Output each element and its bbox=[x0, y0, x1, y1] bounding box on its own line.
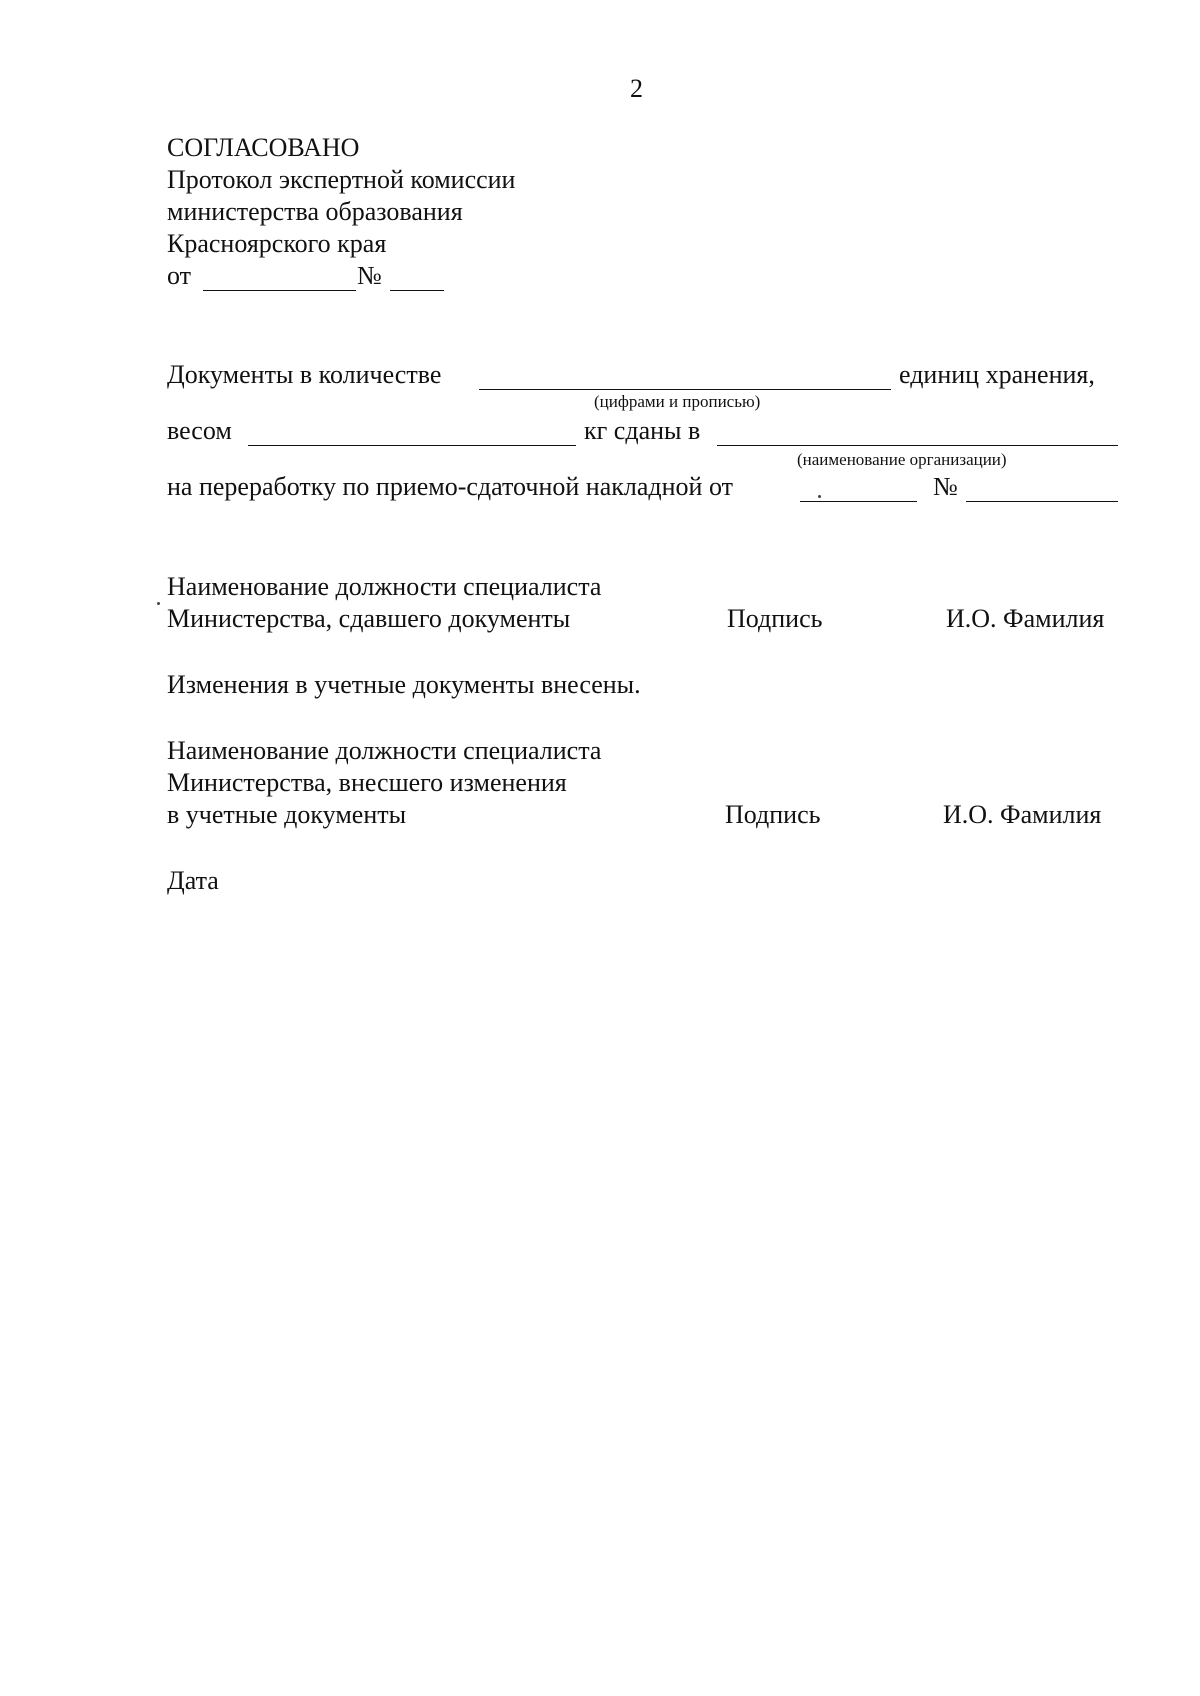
first-position-line-1: Наименование должности специалиста bbox=[167, 572, 602, 601]
weight-prefix: весом bbox=[167, 416, 232, 445]
scan-speck bbox=[818, 495, 821, 498]
second-position-line-2: Министерства, внесшего изменения bbox=[167, 768, 567, 797]
quantity-caption: (цифрами и прописью) bbox=[594, 392, 761, 411]
first-name-label: И.О. Фамилия bbox=[946, 604, 1105, 633]
approval-line-2: министерства образования bbox=[167, 197, 463, 226]
approval-heading: СОГЛАСОВАНО bbox=[167, 133, 360, 162]
weight-suffix: кг сданы в bbox=[584, 416, 701, 445]
approval-date-prefix: от bbox=[167, 261, 192, 290]
weight-blank bbox=[248, 445, 576, 446]
second-position-line-3: в учетные документы bbox=[167, 800, 407, 829]
invoice-number-blank bbox=[966, 501, 1118, 502]
changes-note: Изменения в учетные документы внесены. bbox=[167, 670, 641, 699]
second-signature-label: Подпись bbox=[725, 800, 821, 829]
second-position-line-1: Наименование должности специалиста bbox=[167, 736, 602, 765]
approval-date-blank bbox=[203, 290, 356, 291]
scan-speck bbox=[157, 602, 160, 605]
invoice-number-sign: № bbox=[933, 472, 958, 501]
approval-number-sign: № bbox=[357, 261, 382, 290]
approval-line-3: Красноярского края bbox=[167, 229, 387, 258]
invoice-text: на переработку по приемо-сдаточной накладной от bbox=[167, 472, 733, 501]
date-label: Дата bbox=[167, 866, 219, 895]
invoice-date-blank bbox=[800, 501, 917, 502]
organization-blank bbox=[717, 445, 1118, 446]
quantity-prefix: Документы в количестве bbox=[167, 360, 442, 389]
first-signature-label: Подпись bbox=[727, 604, 823, 633]
quantity-blank bbox=[479, 389, 891, 390]
organization-caption: (наименование организации) bbox=[797, 450, 1007, 469]
approval-line-1: Протокол экспертной комиссии bbox=[167, 165, 516, 194]
page-number: 2 bbox=[630, 74, 643, 103]
approval-number-blank bbox=[390, 290, 444, 291]
quantity-suffix: единиц хранения, bbox=[899, 360, 1095, 389]
second-name-label: И.О. Фамилия bbox=[943, 800, 1102, 829]
first-position-line-2: Министерства, сдавшего документы bbox=[167, 604, 571, 633]
